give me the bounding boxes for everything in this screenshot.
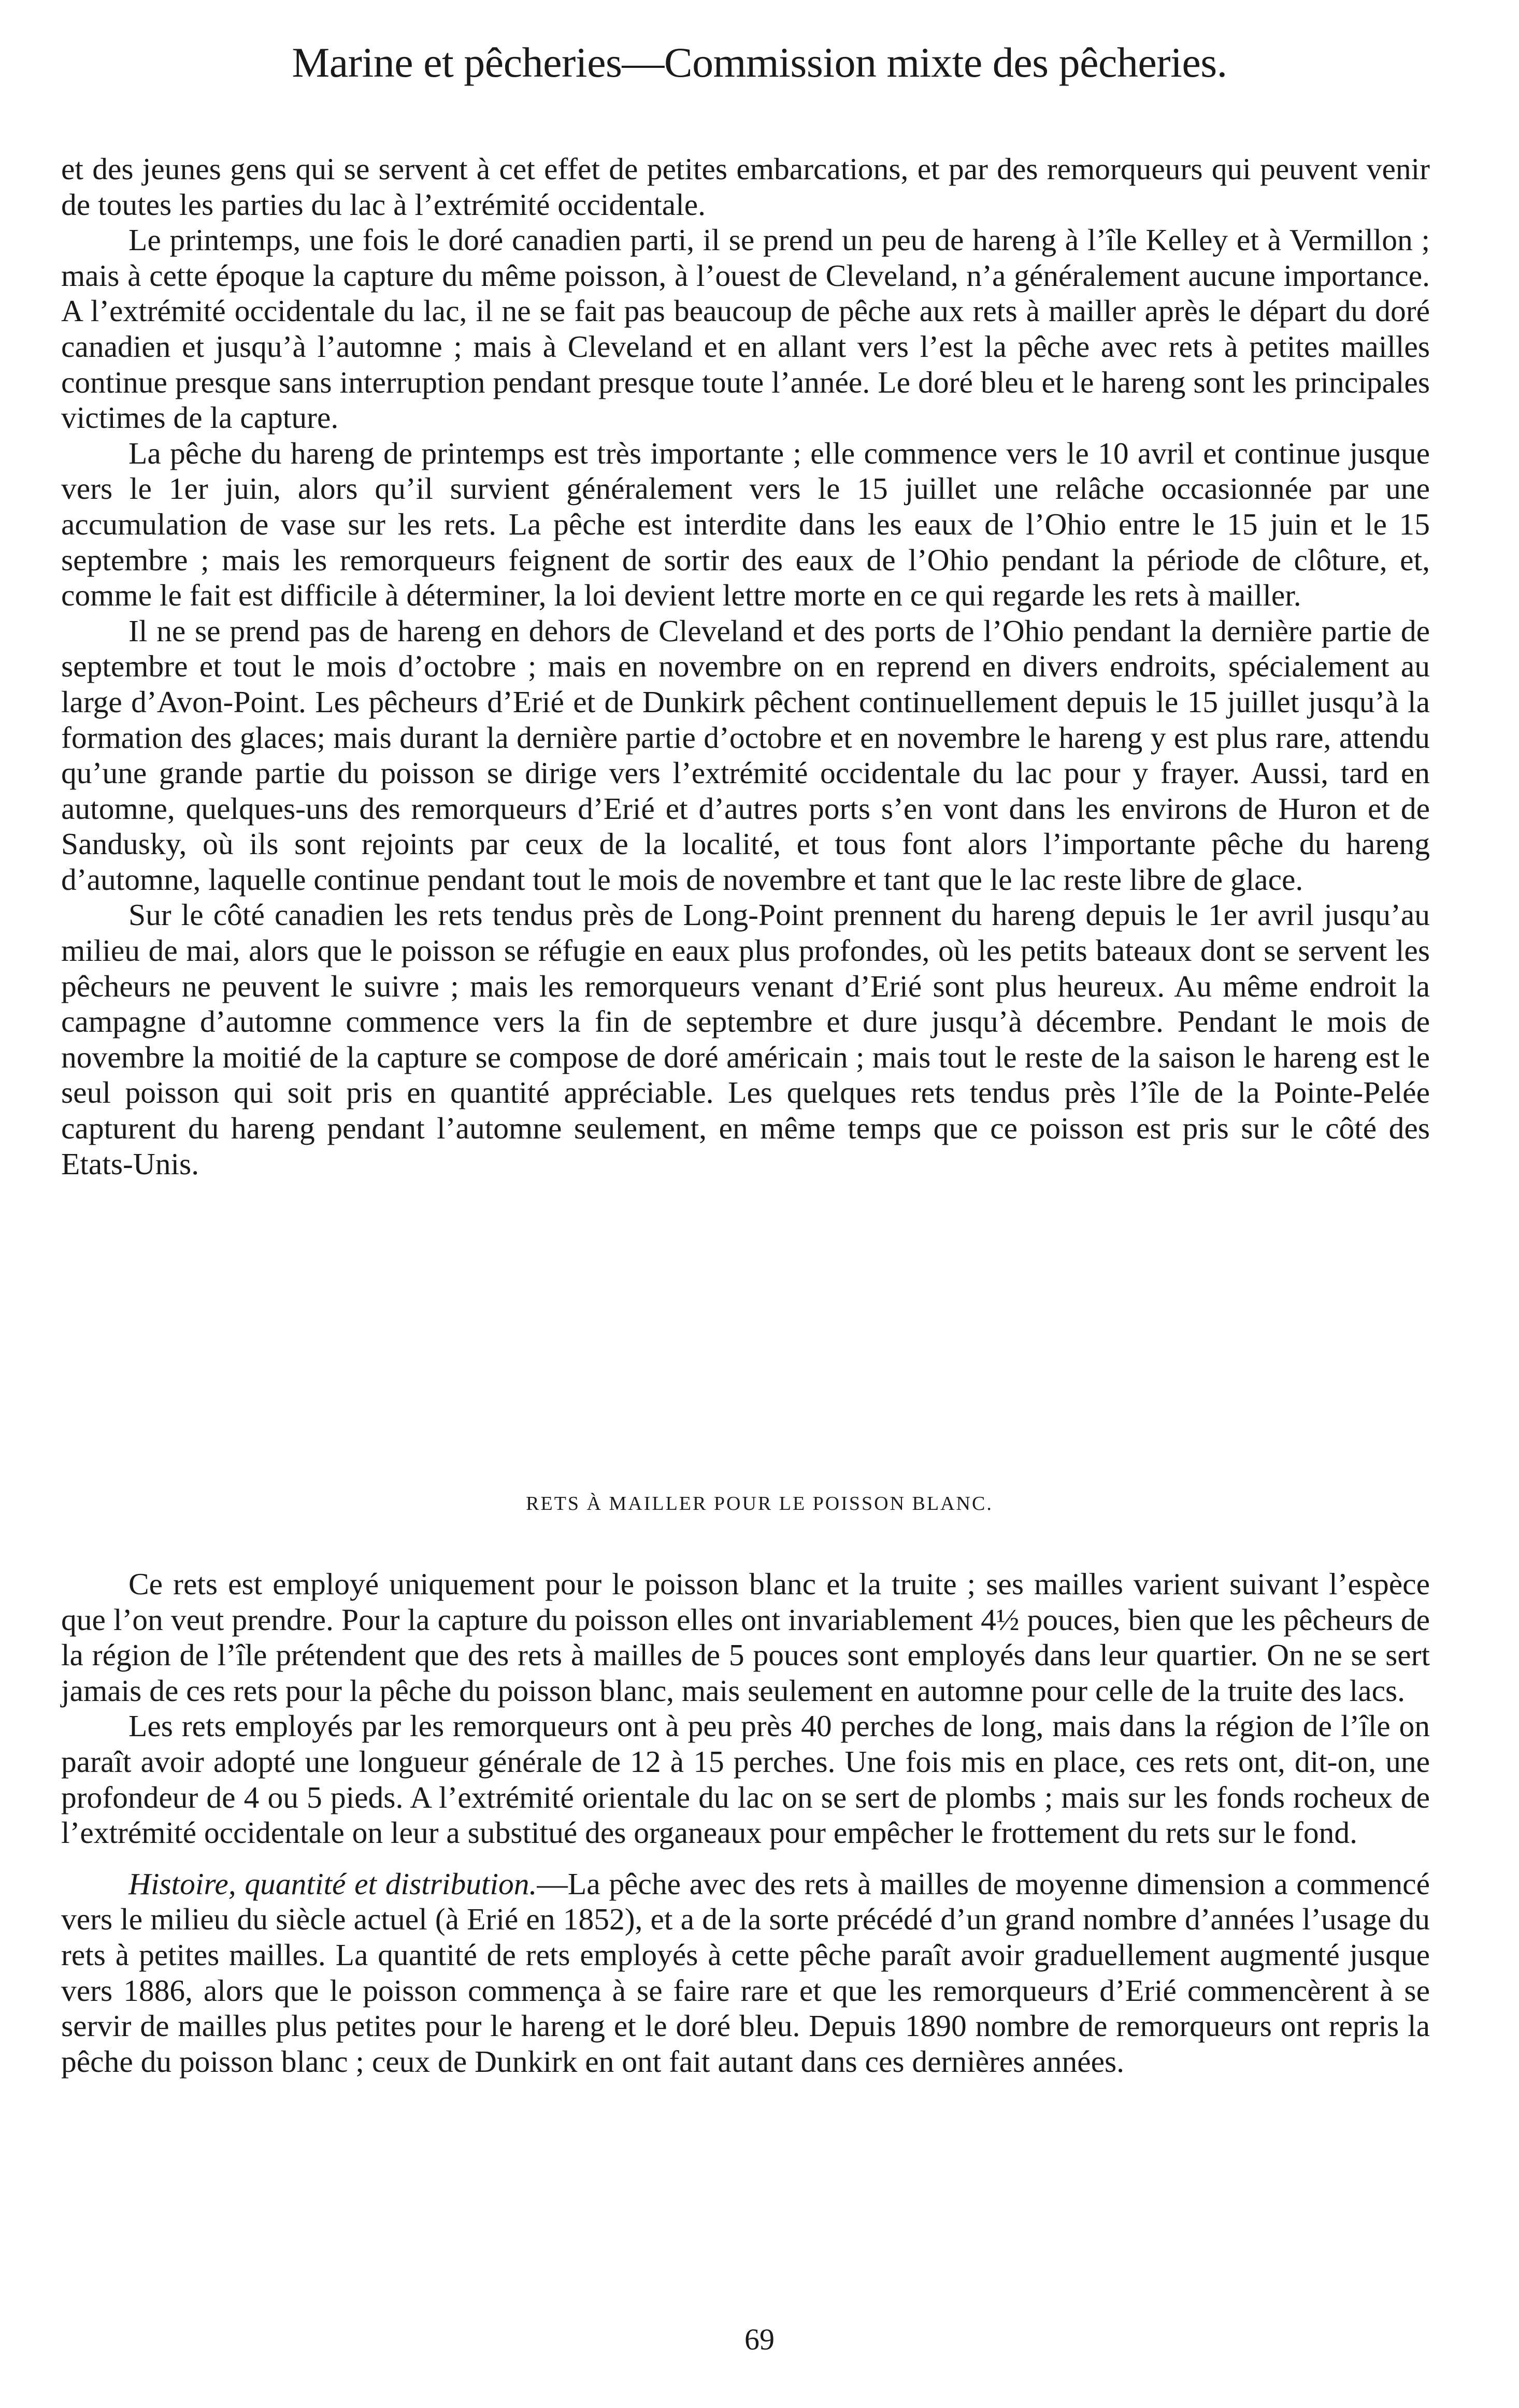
history-paragraph [61, 1866, 1430, 2080]
running-header: Marine et pêcheries—Commission mixte des pêcheries. [292, 39, 1227, 86]
section-heading: RETS À MAILLER POUR LE POISSON BLANC. [526, 1493, 993, 1515]
paragraph: Ce rets est employé uniquement pour le poisson blanc et la truite ; ses mailles varient suivant l’espèce que l’on veut prendre. Pour la capture du poisson elles ont invariablement 4½ pouces, bien que les pêcheurs de la région de l’île prétendent que des rets à mailles de 5 pouces sont employés dans leur quartier. On ne se sert jamais de ces rets pour la pêche du poisson blanc, mais seulement en automne pour celle de la truite des lacs. [61, 1567, 1430, 1708]
paragraph: La pêche du hareng de printemps est très importante ; elle commence vers le 10 avril et continue jusque vers le 1er juin, alors qu’il survient généralement vers le 15 juillet une relâche occasionnée par une accumulation de vase sur les rets. La pêche est interdite dans les eaux de l’Ohio entre le 15 juin et le 15 septembre ; mais les remorqueurs feignent de sortir des eaux de l’Ohio pendant la période de clôture, et, comme le fait est difficile à déterminer, la loi devient lettre morte en ce qui regarde les rets à mailler. [61, 436, 1430, 613]
main-text [61, 151, 1430, 1181]
paragraph: Les rets employés par les remorqueurs ont à peu près 40 perches de long, mais dans la région de l’île on paraît avoir adopté une longueur générale de 12 à 15 perches. Une fois mis en place, ces rets ont, dit-on, une profondeur de 4 ou 5 pieds. A l’extrémité orientale du lac on se sert de plombs ; mais sur les fonds rocheux de l’extrémité occidentale on leur a substitué des organeaux pour empêcher le frottement du rets sur le fond. [61, 1709, 1430, 1850]
page-number: 69 [744, 2323, 775, 2356]
paragraph: Il ne se prend pas de hareng en dehors de Cleveland et des ports de l’Ohio pendant la dernière partie de septembre et tout le mois d’octobre ; mais en novembre on en reprend en divers endroits, spécialement au large d’Avon-Point. Les pêcheurs d’Erié et de Dunkirk pêchent continuellement depuis le 15 juillet jusqu’à la formation des glaces; mais durant la dernière partie d’octobre et en novembre le hareng y est plus rare, attendu qu’une grande partie du poisson se dirige vers l’extrémité occidentale du lac pour y frayer. Aussi, tard en automne, quelques-uns des remorqueurs d’Erié et d’autres ports s’en vont dans les environs de Huron et de Sandusky, où ils sont rejoints par ceux de la localité, et tous font alors l’importante pêche du hareng d’automne, laquelle continue pendant tout le mois de novembre et tant que le lac reste libre de glace. [61, 613, 1430, 897]
history-text: —La pêche avec des rets à mailles de moyenne dimension a commencé vers le milieu du siècle actuel (à Erié en 1852), et a de la sorte précédé d’un grand nombre d’années l’usage du rets à petites mailles. La quantité de rets employés à cette pêche paraît avoir graduellement augmenté jusque vers 1886, alors que le poisson commença à se faire rare et que les remorqueurs d’Erié commencèrent à se servir de mailles plus petites pour le hareng et le doré bleu. Depuis 1890 nombre de remorqueurs ont repris la pêche du poisson blanc ; ceux de Dunkirk en ont fait autant dans ces dernières années. [61, 1866, 1430, 2079]
section-text [61, 1566, 1430, 2079]
history-heading: Histoire, quantité et distribution. [128, 1866, 537, 1901]
paragraph: Le printemps, une fois le doré canadien parti, il se prend un peu de hareng à l’île Kelley et à Vermillon ; mais à cette époque la capture du même poisson, à l’ouest de Cleveland, n’a généralement aucune importance. A l’extrémité occidentale du lac, il ne se fait pas beaucoup de pêche aux rets à mailler après le départ du doré canadien et jusqu’à l’automne ; mais à Cleveland et en allant vers l’est la pêche avec rets à petites mailles continue presque sans interruption pendant presque toute l’année. Le doré bleu et le hareng sont les principales victimes de la capture. [61, 223, 1430, 435]
paragraph-continuation: et des jeunes gens qui se servent à cet effet de petites embarcations, et par des remorqueurs qui peuvent venir de toutes les parties du lac à l’extrémité occidentale. [61, 152, 1430, 222]
paragraph: Sur le côté canadien les rets tendus près de Long-Point prennent du hareng depuis le 1er avril jusqu’au milieu de mai, alors que le poisson se réfugie en eaux plus profondes, où les petits bateaux dont se servent les pêcheurs ne peuvent le suivre ; mais les remorqueurs venant d’Erié sont plus heureux. Au même endroit la campagne d’automne commence vers la fin de septembre et dure jusqu’à décembre. Pendant le mois de novembre la moitié de la capture se compose de doré américain ; mais tout le reste de la saison le hareng est le seul poisson qui soit pris en quantité appréciable. Les quelques rets tendus près l’île de la Pointe-Pelée capturent du hareng pendant l’automne seulement, en même temps que ce poisson est pris sur le côté des Etats-Unis. [61, 898, 1430, 1181]
